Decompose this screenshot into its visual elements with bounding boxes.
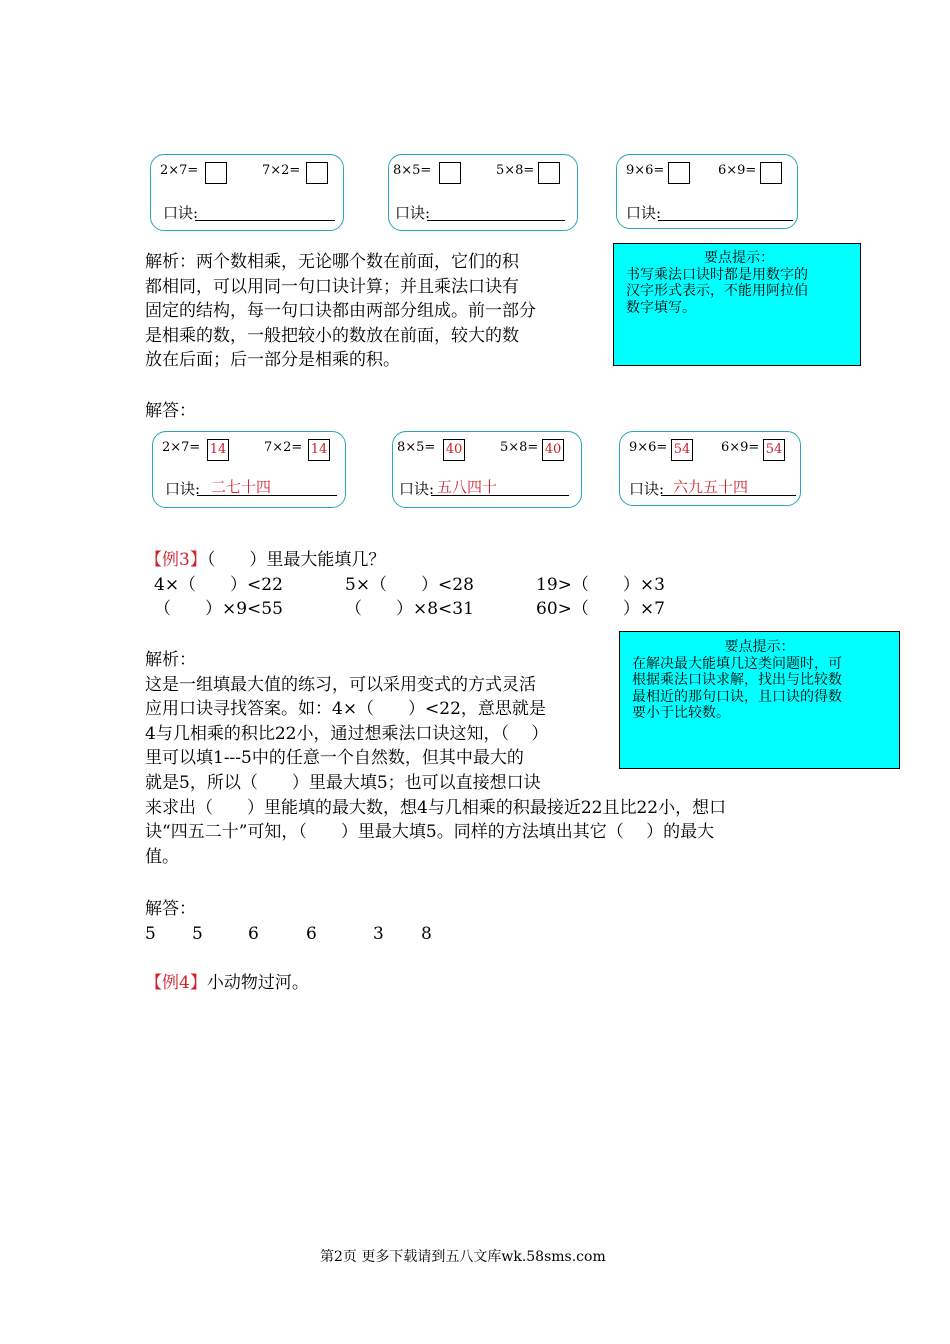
- formula-blank[interactable]: [658, 202, 793, 221]
- analysis-1-line: 放在后面；后一部分是相乘的积。: [145, 350, 400, 370]
- answer-2-value: 6: [248, 924, 259, 944]
- analysis-2-label: 解析：: [145, 650, 196, 670]
- example-3-item: 60>（ ）×7: [536, 599, 665, 619]
- example-3-heading: [145, 548, 385, 573]
- analysis-1-line: 都相同，可以用同一句口诀计算；并且乘法口诀有: [145, 277, 519, 297]
- formula-label: 口诀:: [163, 204, 199, 222]
- answer-box: 54: [671, 439, 693, 461]
- answer-2-value: 5: [192, 924, 203, 944]
- answer-1-label: 解答：: [145, 401, 196, 421]
- answer-card-3: [619, 431, 801, 506]
- formula-label: 口诀:: [399, 480, 435, 498]
- tip-line: 在解决最大能填几这类问题时，可: [632, 655, 842, 672]
- example-4-tag: 【例4】: [145, 973, 207, 993]
- formula-answer: 二七十四: [197, 478, 337, 496]
- answer-2-value: 6: [306, 924, 317, 944]
- equation: 2×7=: [160, 163, 199, 178]
- answer-box: 14: [207, 439, 229, 461]
- example-3-item: 4×（ ）<22: [154, 575, 283, 595]
- exercise-card-2: [388, 154, 578, 231]
- equation: 6×9=: [718, 163, 757, 178]
- answer-box[interactable]: [205, 162, 227, 184]
- formula-label: 口诀:: [626, 204, 662, 222]
- answer-box: 14: [308, 439, 330, 461]
- answer-box[interactable]: [668, 162, 690, 184]
- equation: 2×7=: [162, 440, 201, 455]
- analysis-1-line: 是相乘的数，一般把较小的数放在前面，较大的数: [145, 326, 519, 346]
- formula-blank[interactable]: [195, 202, 335, 221]
- tip-line: 汉字形式表示，不能用阿拉伯: [626, 283, 808, 299]
- example-3-tag: 【例3】: [145, 550, 207, 570]
- example-3-item: 5×（ ）<28: [345, 575, 474, 595]
- analysis-1-line: 固定的结构，每一句口诀都由两部分组成。前一部分: [145, 301, 536, 321]
- formula-answer: 六九五十四: [661, 478, 796, 496]
- answer-box[interactable]: [760, 162, 782, 184]
- tip-line: 根据乘法口诀求解，找出与比较数: [632, 672, 842, 688]
- tip-title: 要点提示：: [724, 639, 795, 655]
- tip-line: 要小于比较数。: [632, 705, 730, 721]
- answer-box: 40: [542, 439, 564, 461]
- answer-box: 54: [763, 439, 785, 461]
- analysis-2-line: 诀“四五二十”可知，（ ）里最大填5。同样的方法填出其它（ ）的最大: [145, 822, 715, 842]
- analysis-2-line: 值。: [145, 847, 179, 867]
- tip-line: 数字填写。: [626, 299, 696, 316]
- answer-2-value: 3: [373, 924, 384, 944]
- equation: 8×5=: [397, 440, 436, 455]
- tip-line: 最相近的那句口诀，且口诀的得数: [632, 688, 842, 705]
- answer-2-label: 解答：: [145, 899, 196, 919]
- answer-box[interactable]: [538, 162, 560, 184]
- example-4-heading: [145, 971, 309, 996]
- formula-label: 口诀:: [165, 480, 201, 498]
- tip-line: 书写乘法口诀时都是用数字的: [626, 266, 808, 283]
- example-3-item: （ ）×8<31: [345, 599, 474, 619]
- answer-box[interactable]: [306, 162, 328, 184]
- equation: 5×8=: [496, 163, 535, 178]
- analysis-2-line: 来求出（ ）里能填的最大数，想4与几相乘的积最接近22且比22小，想口: [145, 798, 727, 818]
- tip-box-2: [619, 631, 900, 769]
- answer-card-1: [152, 431, 346, 508]
- answer-2-value: 8: [421, 924, 432, 944]
- formula-label: 口诀:: [629, 480, 665, 498]
- formula-label: 口诀:: [395, 204, 431, 222]
- equation: 6×9=: [721, 440, 760, 455]
- tip-title: 要点提示：: [704, 250, 774, 266]
- equation: 7×2=: [262, 163, 301, 178]
- analysis-2-line: 4与几相乘的积比22小，通过想乘法口诀这知，（ ）: [145, 724, 549, 744]
- exercise-card-3: [616, 154, 798, 229]
- analysis-1-line: 解析：两个数相乘，无论哪个数在前面，它们的积: [145, 252, 519, 272]
- tip-box-1: [613, 243, 861, 366]
- page-footer: 第2页 更多下载请到五八文库wk.58sms.com: [320, 1249, 606, 1265]
- exercise-card-1: [150, 154, 344, 231]
- formula-blank[interactable]: [427, 202, 565, 221]
- equation: 9×6=: [629, 440, 668, 455]
- analysis-2-line: 这是一组填最大值的练习，可以采用变式的方式灵活: [145, 675, 536, 695]
- equation: 5×8=: [500, 440, 539, 455]
- answer-box[interactable]: [439, 162, 461, 184]
- equation: 8×5=: [393, 163, 432, 178]
- equation: 7×2=: [264, 440, 303, 455]
- example-3-item: 19>（ ）×3: [536, 575, 665, 595]
- answer-2-value: 5: [145, 924, 156, 944]
- example-4-text: 小动物过河。: [206, 973, 309, 993]
- example-3-question: （ ）里最大能填几？: [206, 550, 386, 570]
- analysis-2-line: 里可以填1---5中的任意一个自然数，但其中最大的: [145, 748, 524, 768]
- answer-box: 40: [443, 439, 465, 461]
- formula-answer: 五八四十: [431, 478, 569, 496]
- answer-card-2: [392, 431, 582, 508]
- analysis-2-line: 应用口诀寻找答案。如：4×（ ）<22，意思就是: [145, 699, 546, 719]
- equation: 9×6=: [626, 163, 665, 178]
- analysis-2-line: 就是5，所以（ ）里最大填5；也可以直接想口诀: [145, 773, 541, 793]
- example-3-item: （ ）×9<55: [154, 599, 283, 619]
